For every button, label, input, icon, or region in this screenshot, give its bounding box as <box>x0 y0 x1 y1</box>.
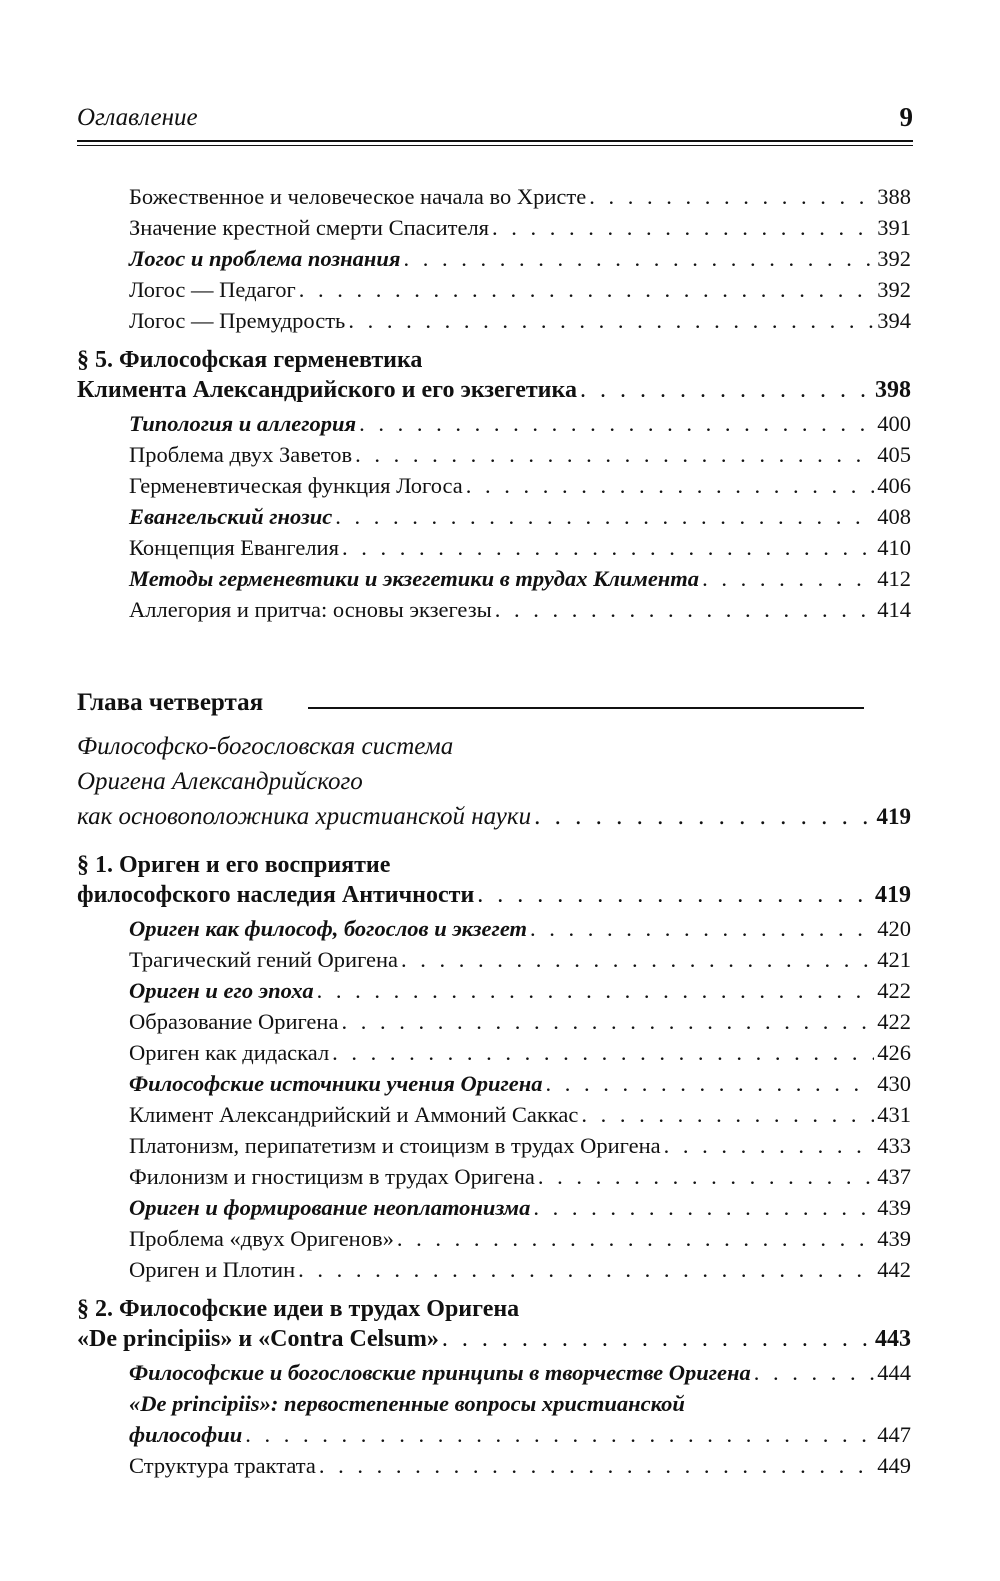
entry-page: 444 <box>877 1360 911 1385</box>
toc-entry[interactable] <box>129 274 911 305</box>
section-heading-line: § 5. Философская герменевтика <box>77 347 423 373</box>
toc-entry[interactable] <box>129 1254 911 1285</box>
entry-title: Проблема «двух Оригенов» <box>129 1226 394 1251</box>
toc-entry[interactable] <box>129 1419 911 1450</box>
entry-page: 410 <box>877 535 911 560</box>
toc-entry[interactable] <box>129 305 911 336</box>
section-page: 398 <box>875 377 911 403</box>
entry-page: 439 <box>877 1226 911 1251</box>
leader-dots <box>342 532 874 563</box>
chapter-page: 419 <box>876 804 911 829</box>
section-heading-line: § 2. Философские идеи в трудах Оригена <box>77 1296 520 1322</box>
entry-title: Философские источники учения Оригена <box>129 1071 543 1096</box>
entry-title: Герменевтическая функция Логоса <box>129 473 463 498</box>
leader-dots <box>317 975 875 1006</box>
toc-entry[interactable] <box>129 1223 911 1254</box>
entry-page: 391 <box>877 215 911 240</box>
section-heading-line: § 1. Ориген и его восприятие <box>77 852 391 878</box>
leader-dots <box>533 1192 874 1223</box>
toc-entry[interactable] <box>129 439 911 470</box>
entry-title: Типология и аллегория <box>129 411 357 436</box>
entry-page: 394 <box>877 308 911 333</box>
leader-dots <box>538 1161 874 1192</box>
entry-page: 426 <box>877 1040 911 1065</box>
entry-page: 412 <box>877 566 911 591</box>
entry-page: 437 <box>877 1164 911 1189</box>
section-page: 419 <box>875 882 911 908</box>
section-entry[interactable] <box>77 1324 911 1355</box>
running-head-title: Оглавление <box>77 104 198 131</box>
leader-dots <box>546 1068 875 1099</box>
entry-page: 405 <box>877 442 911 467</box>
leader-dots <box>589 181 874 212</box>
toc-entry[interactable] <box>129 470 911 501</box>
chapter-title-line: Философско-богословская система <box>77 733 454 760</box>
leader-dots <box>319 1450 874 1481</box>
header-rule-thick <box>77 140 913 142</box>
toc-entry[interactable] <box>129 913 911 944</box>
entry-title: Ориген и Плотин <box>129 1257 296 1282</box>
section-entry[interactable] <box>77 375 911 406</box>
toc-entry[interactable] <box>129 212 911 243</box>
entry-title: Ориген и его эпоха <box>129 978 314 1003</box>
entry-page: 388 <box>877 184 911 209</box>
leader-dots <box>466 470 874 501</box>
leader-dots <box>404 243 875 274</box>
chapter-title-line: Оригена Александрийского <box>77 768 363 795</box>
leader-dots <box>335 501 874 532</box>
section-entry[interactable] <box>77 880 911 911</box>
toc-entry[interactable] <box>129 1161 911 1192</box>
toc-entry[interactable] <box>129 1130 911 1161</box>
toc-entry[interactable] <box>129 1037 911 1068</box>
entry-page: 414 <box>877 597 911 622</box>
entry-title: Божественное и человеческое начала во Христе <box>129 184 587 209</box>
leader-dots <box>581 1099 874 1130</box>
leader-dots <box>401 944 874 975</box>
entry-title: Философские и богословские принципы в творчестве Оригена <box>129 1360 751 1385</box>
leader-dots <box>245 1419 874 1450</box>
entry-page: 430 <box>877 1071 911 1096</box>
leader-dots <box>332 1037 874 1068</box>
entry-title: Трагический гений Оригена <box>129 947 399 972</box>
toc-entry[interactable] <box>129 243 911 274</box>
section-title: Климента Александрийского и его экзегетика <box>77 377 577 403</box>
entry-title: Логос — Педагог <box>129 277 296 302</box>
leader-dots <box>397 1223 874 1254</box>
entry-title: Методы герменевтики и экзегетики в трудах Климента <box>129 566 700 591</box>
entry-title: философии <box>129 1422 243 1447</box>
leader-dots <box>492 212 874 243</box>
toc-entry[interactable] <box>129 532 911 563</box>
toc-entry[interactable] <box>129 1006 911 1037</box>
page-number: 9 <box>899 102 913 132</box>
leader-dots <box>299 274 875 305</box>
entry-page: 421 <box>877 947 911 972</box>
entry-title: Структура трактата <box>129 1453 316 1478</box>
leader-dots <box>442 1324 872 1355</box>
entry-page: 422 <box>877 978 911 1003</box>
section-title: «De principiis» и «Contra Celsum» <box>77 1326 439 1352</box>
entry-page: 406 <box>877 473 911 498</box>
toc-entry[interactable] <box>129 975 911 1006</box>
toc-entry[interactable] <box>129 408 911 439</box>
entry-title: Логос и проблема познания <box>129 246 401 271</box>
header-rule-thin <box>77 145 913 146</box>
entry-title: Логос — Премудрость <box>129 308 346 333</box>
toc-entry[interactable] <box>129 1099 911 1130</box>
entry-title: Евангельский гнозис <box>129 504 333 529</box>
toc-entry[interactable] <box>129 1357 911 1388</box>
entry-page: 449 <box>877 1453 911 1478</box>
entry-title: Концепция Евангелия <box>129 535 339 560</box>
leader-dots <box>298 1254 874 1285</box>
toc-entry[interactable] <box>129 1068 911 1099</box>
toc-entry[interactable] <box>129 1450 911 1481</box>
entry-page: 439 <box>877 1195 911 1220</box>
entry-title: Платонизм, перипатетизм и стоицизм в трудах Оригена <box>129 1133 661 1158</box>
chapter-title: как основоположника христианской науки <box>77 803 532 830</box>
entry-page: 392 <box>877 277 911 302</box>
leader-dots <box>348 305 874 336</box>
chapter-label: Глава четвертая <box>77 689 264 716</box>
leader-dots <box>534 800 873 834</box>
leader-dots <box>664 1130 875 1161</box>
section-title: философского наследия Античности <box>77 882 475 908</box>
entry-page: 442 <box>877 1257 911 1282</box>
chapter-rule <box>308 707 864 709</box>
chapter-entry[interactable] <box>77 800 911 834</box>
entry-page: 422 <box>877 1009 911 1034</box>
entry-title: Ориген и формирование неоплатонизма <box>129 1195 531 1220</box>
entry-page: 431 <box>877 1102 911 1127</box>
leader-dots <box>702 563 874 594</box>
entry-title: Проблема двух Заветов <box>129 442 353 467</box>
entry-title-lead: «De principiis»: первостепенные вопросы христианской <box>129 1391 685 1416</box>
entry-title: Значение крестной смерти Спасителя <box>129 215 490 240</box>
leader-dots <box>477 880 872 911</box>
toc-entry[interactable] <box>129 501 911 532</box>
entry-title: Ориген как дидаскал <box>129 1040 330 1065</box>
toc-entry[interactable] <box>129 594 911 625</box>
entry-page: 392 <box>877 246 911 271</box>
entry-page: 408 <box>877 504 911 529</box>
entry-title: Ориген как философ, богослов и экзегет <box>129 916 528 941</box>
entry-title: Филонизм и гностицизм в трудах Оригена <box>129 1164 535 1189</box>
toc-entry[interactable] <box>129 563 911 594</box>
leader-dots <box>754 1357 874 1388</box>
entry-page: 433 <box>877 1133 911 1158</box>
toc-entry[interactable] <box>129 1192 911 1223</box>
leader-dots <box>530 913 874 944</box>
entry-title: Аллегория и притча: основы экзегезы <box>129 597 492 622</box>
leader-dots <box>580 375 872 406</box>
running-head <box>77 104 913 144</box>
leader-dots <box>355 439 874 470</box>
leader-dots <box>495 594 875 625</box>
leader-dots <box>341 1006 874 1037</box>
entry-page: 420 <box>877 916 911 941</box>
toc-entry[interactable] <box>129 944 911 975</box>
section-page: 443 <box>875 1326 911 1352</box>
entry-title: Климент Александрийский и Аммоний Саккас <box>129 1102 579 1127</box>
entry-title: Образование Оригена <box>129 1009 339 1034</box>
entry-page: 400 <box>877 411 911 436</box>
entry-page: 447 <box>877 1422 911 1447</box>
toc-entry[interactable] <box>129 181 911 212</box>
leader-dots <box>359 408 874 439</box>
